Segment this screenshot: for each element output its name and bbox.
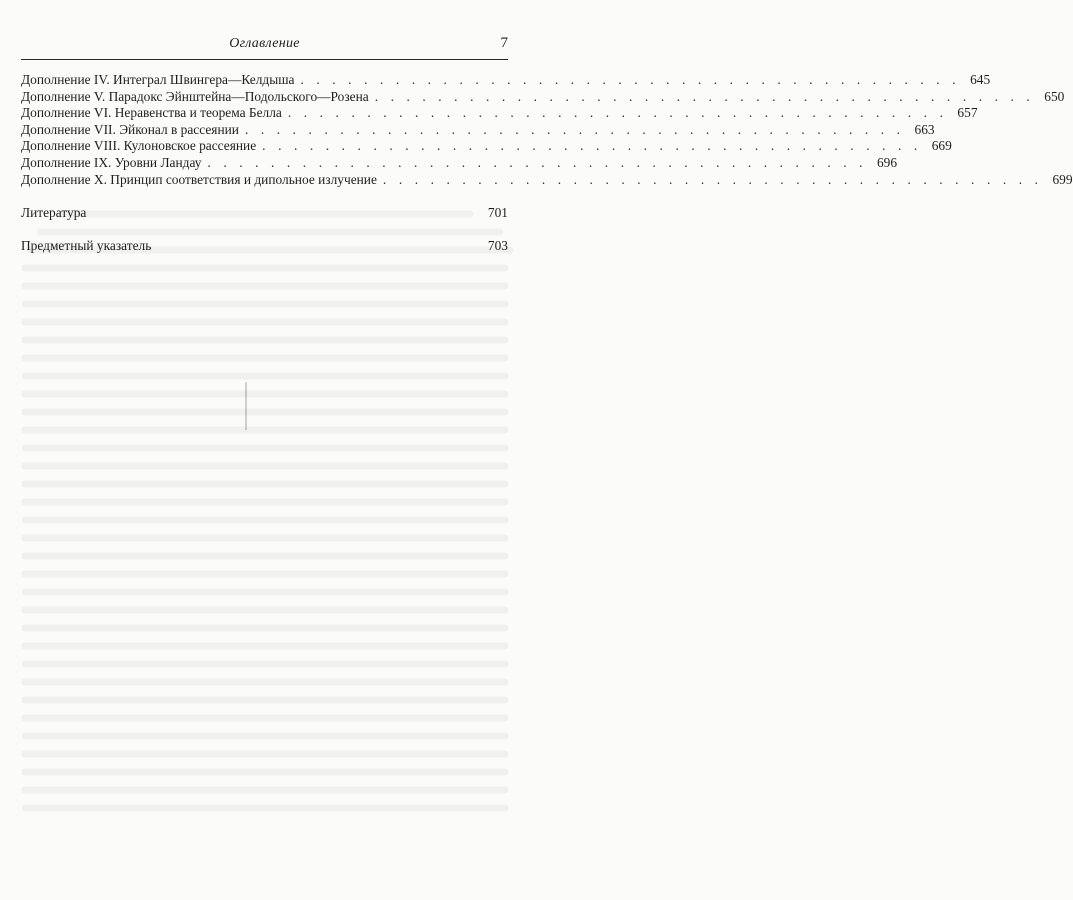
toc-entry-label: Дополнение VII. Эйконал в рассеянии	[21, 121, 239, 137]
leader-dots: . . . . . . . . . . . . . . . . . . . . . . . . . . . . . . . . . . . . . . . . . .	[244, 121, 905, 137]
leader-dots: . . . . . . . . . . . . . . . . . . . . . . . . . . . . . . . . . . . . . . . . . .	[262, 138, 922, 154]
toc-entry-page: 657	[957, 105, 978, 121]
toc-entry-label: Дополнение VI. Неравенства и теорема Белла	[21, 105, 282, 121]
toc-entry[interactable]	[21, 138, 952, 155]
leader-dots: . . . . . . . . . . . . . . . . . . . . . . . . . . . . . . . . . . . . . . . . . .	[300, 72, 961, 87]
leader-dots: . . . . . . . . . . . . . . . . . . . . . . . . . . . . . . . . . . . . . . . . . .	[382, 171, 1043, 187]
toc-entry-page: 663	[914, 121, 935, 137]
toc-entry[interactable]	[21, 105, 978, 122]
toc-entry-page: 669	[931, 138, 952, 154]
table-of-contents	[21, 72, 1073, 254]
toc-entry[interactable]	[21, 121, 935, 139]
toc-literature-label: Литература	[21, 205, 87, 221]
toc-literature-page: 701	[487, 205, 508, 221]
toc-entry-label: Дополнение V. Парадокс Эйнштейна—Подольского—Розена	[21, 88, 369, 104]
toc-index-label: Предметный указатель	[21, 238, 152, 254]
toc-entry[interactable]	[21, 154, 898, 172]
toc-entry-label: Дополнение X. Принцип соответствия и дипольное излучение	[21, 171, 377, 187]
toc-literature[interactable]	[21, 204, 508, 221]
toc-entry-page: 650	[1044, 88, 1065, 104]
toc-entry[interactable]	[21, 171, 1073, 189]
toc-entry-page: 696	[876, 154, 898, 170]
leader-dots: . . . . . . . . . . . . . . . . . . . . . . . . . . . . . . . . . . . . . . . . . .	[287, 105, 948, 121]
leader-dots: . . . . . . . . . . . . . . . . . . . . . . . . . . . . . . . . . . . . . . . . . .	[374, 88, 1035, 104]
toc-entry-page: 645	[970, 72, 991, 87]
toc-index[interactable]	[21, 237, 508, 254]
toc-entry-label: Дополнение IX. Уровни Ландау	[21, 154, 202, 170]
toc-entry[interactable]	[21, 72, 991, 89]
leader-dots: . . . . . . . . . . . . . . . . . . . . . . . . . . . . . . . . . . . . . . . . . .	[207, 154, 868, 170]
header-rule	[21, 59, 508, 60]
toc-entry-label: Дополнение VIII. Кулоновское рассеяние	[21, 138, 257, 154]
page-number: 7	[500, 35, 508, 51]
toc-entry-page: 699	[1052, 171, 1073, 187]
toc-entry[interactable]	[21, 88, 1065, 106]
toc-index-page: 703	[487, 238, 508, 254]
running-head	[21, 36, 508, 56]
toc-entry-label: Дополнение IV. Интеграл Швингера—Келдыша	[21, 72, 295, 87]
running-title: Оглавление	[229, 36, 300, 51]
